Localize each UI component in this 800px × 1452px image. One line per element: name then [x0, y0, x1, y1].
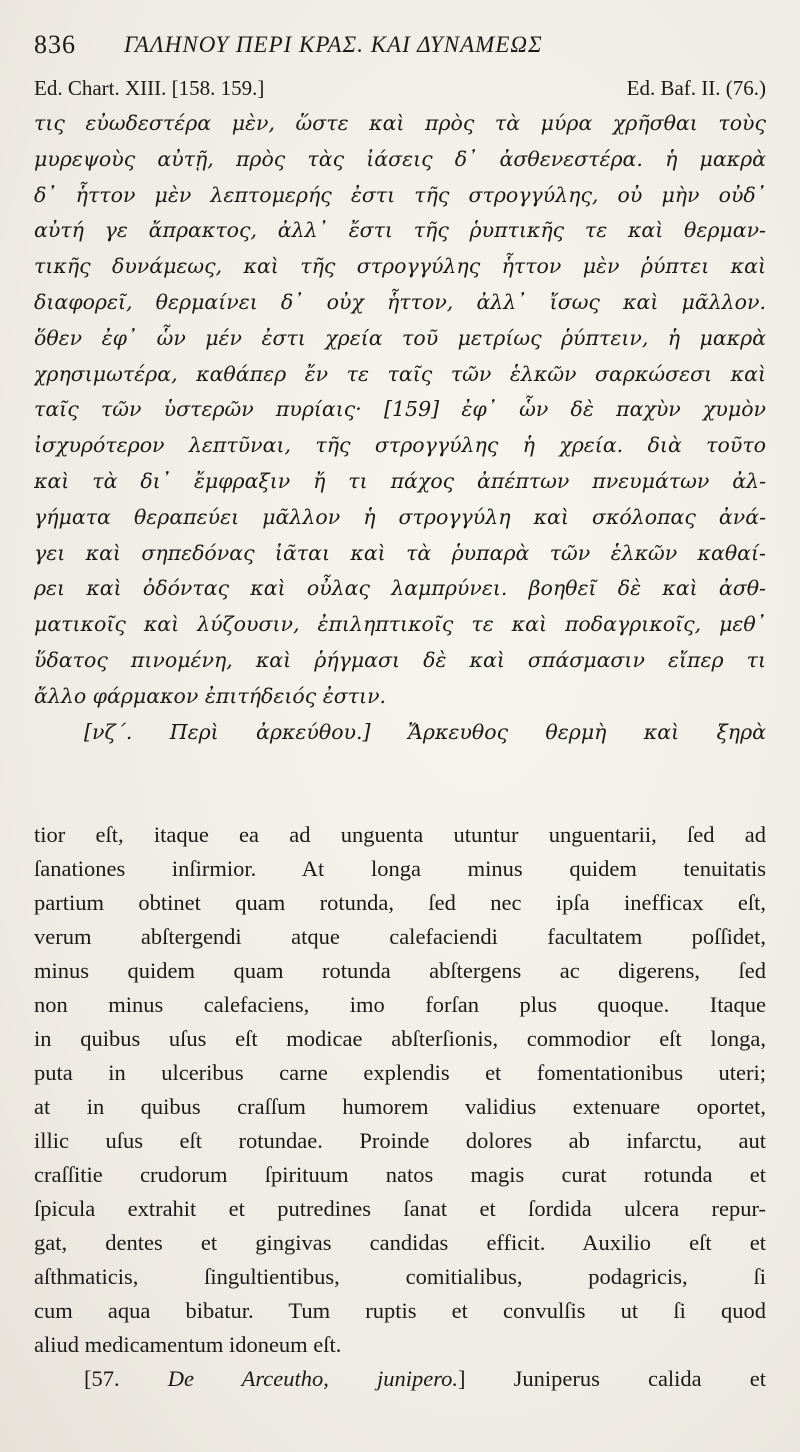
latin-line: tior eſt, itaque ea ad unguenta utuntur unguentarii, ſed ad [34, 822, 766, 847]
latin-line: illic uſus eſt rotundae. Proinde dolores ab infarctu, aut [34, 1128, 766, 1153]
latin-line: at in quibus craſſum humorem validius extenuare oportet, [34, 1094, 766, 1119]
greek-line: ταῖς τῶν ὑστερῶν πυρίαις· [159] ἐφ᾽ ὧν δὲ παχὺν χυμὸν [34, 397, 766, 422]
latin-line: ſanationes inſirmior. At longa minus quidem tenuitatis [34, 856, 766, 881]
greek-line: ματικοῖς καὶ λύζουσιν, ἐπιληπτικοῖς τε καὶ ποδαγρικοῖς, μεθ᾽ [34, 612, 766, 637]
greek-line: ὕδατος πινομένη, καὶ ῥήγμασι δὲ καὶ σπάσμασιν εἴπερ τι [34, 647, 766, 672]
greek-line: τις εὐωδεστέρα μὲν, ὥστε καὶ πρὸς τὰ μύρα χρῆσθαι τοὺς [34, 111, 766, 135]
latin-section-bracket-open: [57. [84, 1366, 120, 1391]
latin-line: in quibus uſus eſt modicae abſterſionis, commodior eſt longa, [34, 1026, 766, 1051]
latin-line: non minus calefaciens, imo forſan plus quoque. Itaque [34, 992, 766, 1017]
latin-line: cum aqua bibatur. Tum ruptis et convulſis ut ſi quod [34, 1298, 766, 1323]
greek-line: γήματα θεραπεύει μᾶλλον ἡ στρογγύλη καὶ σκόλοπας ἀνά- [34, 504, 766, 529]
greek-line: ἰσχυρότερον λεπτῦναι, τῆς στρογγύλης ἡ χρεία. διὰ τοῦτο [34, 433, 766, 458]
greek-line: ρει καὶ ὀδόντας καὶ οὖλας λαμπρύνει. βοηθεῖ δὲ καὶ ἀσθ- [34, 576, 766, 601]
greek-line: χρησιμωτέρα, καθάπερ ἔν τε ταῖς τῶν ἑλκῶν σαρκώσεσι καὶ [34, 361, 766, 386]
greek-line: μυρεψοὺς αὐτῇ, πρὸς τὰς ἰάσεις δ᾽ ἀσθενεστέρα. ἡ μακρὰ [34, 146, 766, 171]
latin-line: aſthmaticis, ſingultientibus, comitialibus, podagricis, ſi [34, 1264, 766, 1289]
greek-line: ὅθεν ἐφ᾽ ὧν μέν ἐστι χρεία τοῦ μετρίως ῥύπτειν, ἡ μακρὰ [34, 325, 766, 350]
latin-line: puta in ulceribus carne explendis et fomentationibus uteri; [34, 1060, 766, 1085]
latin-section-heading: De Arceutho, junipero. [167, 1366, 459, 1391]
greek-line: διαφορεῖ, θερμαίνει δ᾽ οὐχ ἧττον, ἀλλ᾽ ἴσως καὶ μᾶλλον. [34, 289, 766, 314]
greek-line: καὶ τὰ δι᾽ ἔμφραξιν ἤ τι πάχος ἀπέπτων πνευμάτων ἀλ- [34, 468, 766, 493]
latin-section-bracket-close: ] [458, 1366, 466, 1391]
latin-text-block [34, 818, 766, 1396]
latin-section-text: Juniperus calida et [513, 1366, 766, 1391]
page-number: 836 [34, 30, 76, 59]
running-head [34, 30, 774, 66]
greek-line: αὐτή γε ἄπρακτος, ἀλλ᾽ ἔστι τῆς ῥυπτικῆς τε καὶ θερμαν- [34, 218, 766, 243]
latin-line: ſpicula extrahit et putredines ſanat et ſordida ulcera repur- [34, 1196, 766, 1221]
greek-line: γει καὶ σηπεδόνας ἰᾶται καὶ τὰ ῥυπαρὰ τῶν ἑλκῶν καθαί- [34, 540, 766, 565]
latin-line: verum abſtergendi atque calefaciendi facultatem poſſidet, [34, 924, 766, 949]
latin-section-heading-line [34, 1362, 766, 1396]
latin-line: partium obtinet quam rotunda, ſed nec ipſa inefficax eſt, [34, 890, 766, 915]
latin-line: gat, dentes et gingivas candidas efficit. Auxilio eſt et [34, 1230, 766, 1255]
greek-section-text: Ἄρκευθος θερμὴ καὶ ξηρὰ [407, 719, 766, 744]
edition-chartier: Ed. Chart. XIII. [158. 159.] [34, 76, 265, 100]
greek-section-heading-line [34, 715, 766, 751]
greek-line: ἄλλο φάρμακον ἐπιτήδειός ἐστιν. [34, 683, 387, 708]
greek-text-block [34, 106, 766, 750]
latin-line: aliud medicamentum idoneum eſt. [34, 1332, 342, 1357]
greek-section-heading: [νζ΄. Περὶ ἀρκεύθου.] [84, 719, 371, 744]
edition-basel: Ed. Baf. II. (76.) [626, 76, 766, 100]
latin-line: craſſitie crudorum ſpirituum natos magis curat rotunda et [34, 1162, 766, 1187]
latin-line: minus quidem quam rotunda abſtergens ac digerens, ſed [34, 958, 766, 983]
greek-line: τικῆς δυνάμεως, καὶ τῆς στρογγύλης ἧττον μὲν ῥύπτει καὶ [34, 254, 766, 279]
greek-line: δ᾽ ἧττον μὲν λεπτομερής ἐστι τῆς στρογγύλης, οὐ μὴν οὐδ᾽ [34, 182, 766, 207]
running-title: ΓΑΛΗΝΟΥ ΠΕΡΙ ΚΡΑΣ. ΚΑΙ ΔΥΝΑΜΕΩΣ [124, 32, 543, 57]
